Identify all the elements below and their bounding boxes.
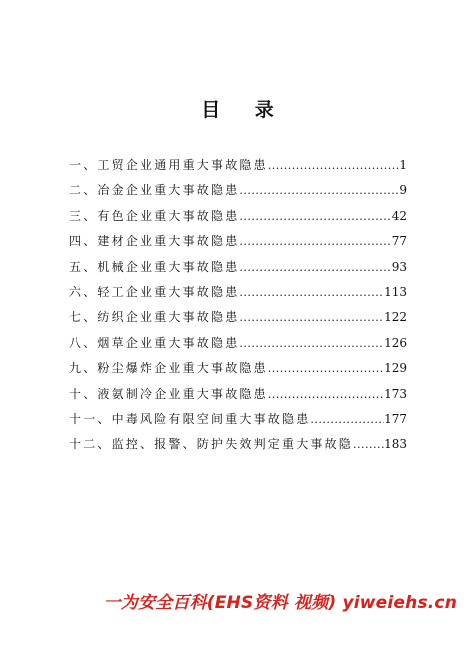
page-title: 目 录 xyxy=(201,99,288,121)
toc-entry-label: 九、粉尘爆炸企业重大事故隐患 xyxy=(69,361,268,376)
toc-entry-label: 七、纺织企业重大事故隐患 xyxy=(69,310,240,325)
watermark-text: 一为安全百科(EHS资料 视频) yiweiehs.cn xyxy=(103,593,457,613)
toc-entry-3[interactable] xyxy=(69,204,407,229)
toc-entry-label: 四、建材企业重大事故隐患 xyxy=(69,234,240,249)
toc-leader-dots xyxy=(353,432,384,457)
toc-entry-label: 八、烟草企业重大事故隐患 xyxy=(69,335,240,350)
toc-entry-page: 93 xyxy=(391,259,407,274)
toc-entry-11[interactable] xyxy=(69,407,407,432)
toc-entry-page: 173 xyxy=(384,386,407,401)
toc-entry-page: 9 xyxy=(399,183,407,198)
toc-leader-dots xyxy=(239,204,391,229)
toc-entry-8[interactable] xyxy=(69,331,407,356)
toc-entry-7[interactable] xyxy=(69,305,407,330)
toc-entry-12[interactable] xyxy=(69,432,407,457)
toc-entry-page: 183 xyxy=(384,437,407,452)
toc-leader-dots xyxy=(239,178,399,203)
toc-leader-dots xyxy=(239,255,391,280)
toc-entry-label: 十一、中毒风险有限空间重大事故隐患 xyxy=(69,411,311,426)
toc-leader-dots xyxy=(268,382,384,407)
toc-leader-dots xyxy=(239,331,384,356)
toc-entry-label: 六、轻工企业重大事故隐患 xyxy=(69,284,240,299)
toc-entry-5[interactable] xyxy=(69,255,407,280)
toc-leader-dots xyxy=(268,356,384,381)
toc-entry-page: 1 xyxy=(399,158,407,172)
toc-entry-page: 129 xyxy=(384,361,407,376)
toc-entry-10[interactable] xyxy=(69,382,407,407)
toc-entry-page: 113 xyxy=(384,284,407,299)
toc-entry-label: 三、有色企业重大事故隐患 xyxy=(69,208,240,223)
toc-leader-dots xyxy=(239,305,384,330)
toc-entry-6[interactable] xyxy=(69,280,407,305)
toc-entry-page: 177 xyxy=(384,411,407,426)
toc-entry-1[interactable] xyxy=(69,153,407,178)
toc-leader-dots xyxy=(239,280,384,305)
toc-entry-label: 一、工贸企业通用重大事故隐患 xyxy=(69,158,268,172)
table-of-contents xyxy=(69,153,407,458)
toc-entry-label: 十、液氨制冷企业重大事故隐患 xyxy=(69,386,268,401)
toc-entry-label: 十二、监控、报警、防护失效判定重大事故隐 xyxy=(69,437,354,452)
toc-entry-page: 126 xyxy=(384,335,407,350)
toc-entry-page: 77 xyxy=(391,234,407,249)
toc-entry-2[interactable] xyxy=(69,178,407,203)
toc-entry-label: 二、冶金企业重大事故隐患 xyxy=(69,183,240,198)
toc-entry-page: 122 xyxy=(384,310,407,325)
toc-entry-page: 42 xyxy=(391,208,407,223)
toc-entry-label: 五、机械企业重大事故隐患 xyxy=(69,259,240,274)
toc-entry-4[interactable] xyxy=(69,229,407,254)
toc-leader-dots xyxy=(268,153,400,178)
toc-leader-dots xyxy=(239,229,391,254)
toc-leader-dots xyxy=(310,407,384,432)
toc-entry-9[interactable] xyxy=(69,356,407,381)
